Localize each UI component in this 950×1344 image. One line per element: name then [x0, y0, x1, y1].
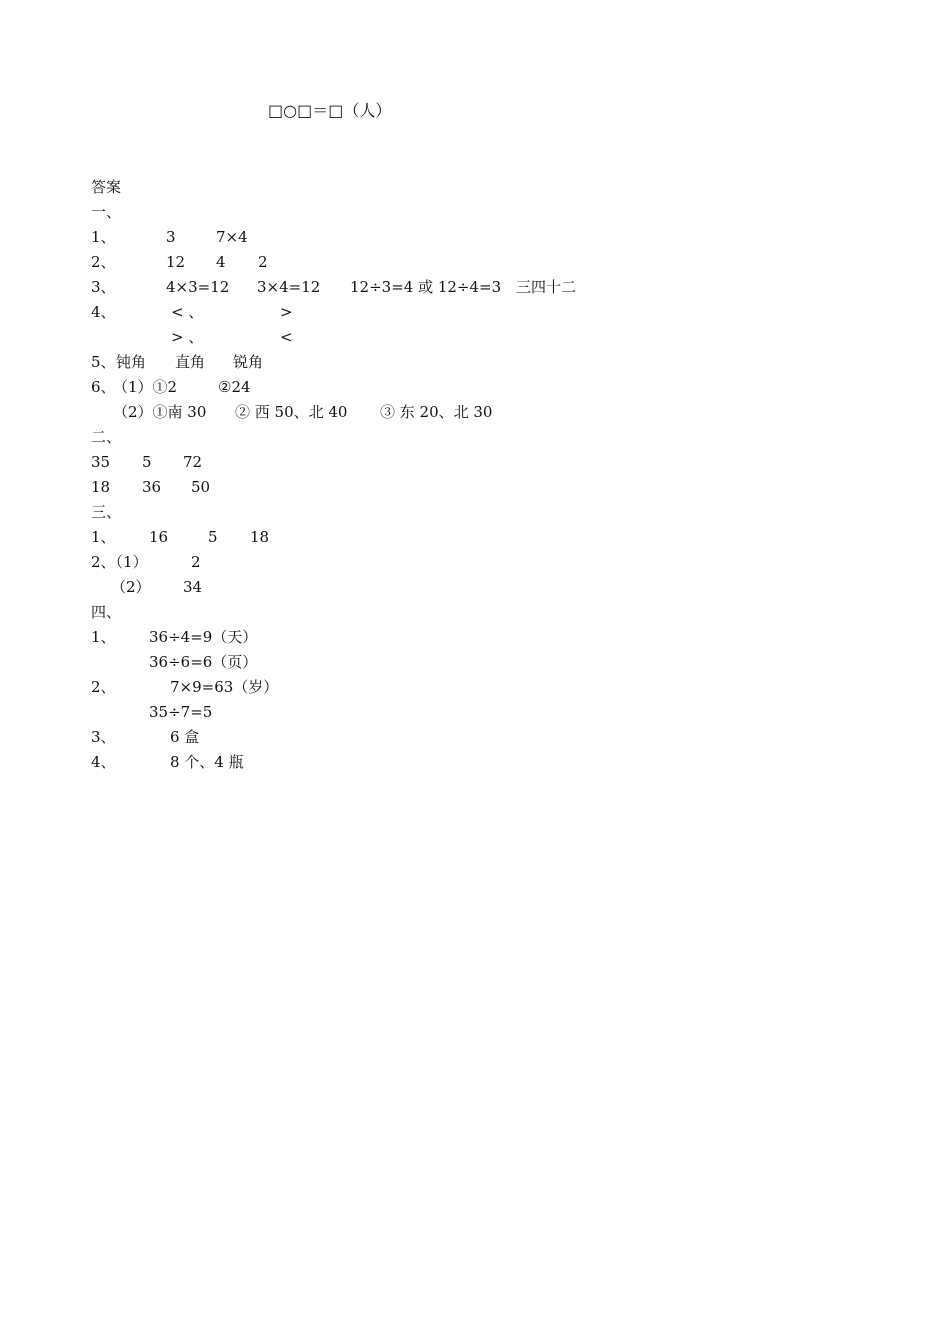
s4-q1-row2 [91, 652, 791, 672]
section4-heading: 四、 [91, 603, 122, 621]
s4-q3-row [91, 727, 791, 747]
question-number: 3、 [91, 278, 116, 296]
s1-q4-row2 [91, 327, 791, 347]
question-number: 4、 [91, 753, 116, 771]
answer-value: 5 [208, 528, 218, 546]
question-number: 3、 [91, 728, 116, 746]
answer-value: 12 [166, 253, 186, 271]
answer-value: （1）①2 [113, 378, 178, 396]
question-number: 2、 [91, 253, 116, 271]
s4-q1-row1 [91, 627, 791, 647]
answer-value: 72 [183, 453, 203, 471]
s4-q2-row1 [91, 677, 791, 697]
answer-value: 8 个、4 瓶 [170, 753, 244, 771]
question-number: 1、 [91, 628, 116, 646]
s1-q3-row [91, 277, 791, 297]
answer-value: > [280, 303, 293, 321]
answer-value: ② 西 50、北 40 [235, 403, 348, 421]
answer-value: 2 [191, 553, 201, 571]
answer-value: 3 [166, 228, 176, 246]
s1-q5-row [91, 352, 791, 372]
answer-value: 36 [142, 478, 162, 496]
answer-value: > 、 [171, 328, 204, 346]
question-number: 1、 [91, 528, 116, 546]
s1-q4-row1 [91, 302, 791, 322]
answer-value: 34 [183, 578, 203, 596]
answer-value: （2）①南 30 [113, 403, 207, 421]
question-number: 4、 [91, 303, 116, 321]
answer-value: 18 [91, 478, 111, 496]
question-number: 2、 [91, 678, 116, 696]
answer-value: ③ 东 20、北 30 [380, 403, 493, 421]
s2-row1 [91, 452, 791, 472]
answer-value: 50 [191, 478, 211, 496]
s3-q1-row [91, 527, 791, 547]
s3-q2-row2 [91, 577, 791, 597]
answer-value: < 、 [171, 303, 204, 321]
s1-q1-row [91, 227, 791, 247]
answer-value: 2 [258, 253, 268, 271]
answers-title: 答案 [91, 178, 122, 196]
section2-heading: 二、 [91, 428, 122, 446]
formula-line: □○□＝□（人） [268, 101, 392, 120]
answer-value: ②24 [218, 378, 251, 396]
answer-value: 5 [142, 453, 152, 471]
answer-value: 7×9=63（岁） [170, 678, 279, 696]
answer-value: 钝角 [116, 353, 147, 371]
answer-value: 12÷3=4 或 12÷4=3 [350, 278, 502, 296]
s1-q6-row2 [91, 402, 791, 422]
section3-heading: 三、 [91, 503, 122, 521]
answer-value: 16 [149, 528, 169, 546]
question-number: 1、 [91, 228, 116, 246]
answer-value: < [280, 328, 293, 346]
section1-heading: 一、 [91, 203, 122, 221]
answer-value: 35 [91, 453, 111, 471]
s1-q6-row1 [91, 377, 791, 397]
answer-value: 6 盒 [170, 728, 200, 746]
question-number: （2） [111, 578, 151, 596]
question-number: 6、 [91, 378, 116, 396]
answer-value: 三四十二 [516, 278, 577, 296]
s4-q2-row2 [91, 702, 791, 722]
answer-value: 锐角 [233, 353, 264, 371]
answer-value: 36÷6=6（页） [149, 653, 258, 671]
answer-value: 35÷7=5 [149, 703, 213, 721]
answer-value: 18 [250, 528, 270, 546]
answer-value: 4 [216, 253, 226, 271]
s2-row2 [91, 477, 791, 497]
question-number: 2、（1） [91, 553, 148, 571]
answer-value: 4×3=12 [166, 278, 230, 296]
answer-value: 7×4 [216, 228, 248, 246]
s1-q2-row [91, 252, 791, 272]
answer-value: 36÷4=9（天） [149, 628, 258, 646]
s3-q2-row1 [91, 552, 791, 572]
question-number: 5、 [91, 353, 116, 371]
s4-q4-row [91, 752, 791, 772]
answer-value: 直角 [175, 353, 206, 371]
answer-value: 3×4=12 [257, 278, 321, 296]
